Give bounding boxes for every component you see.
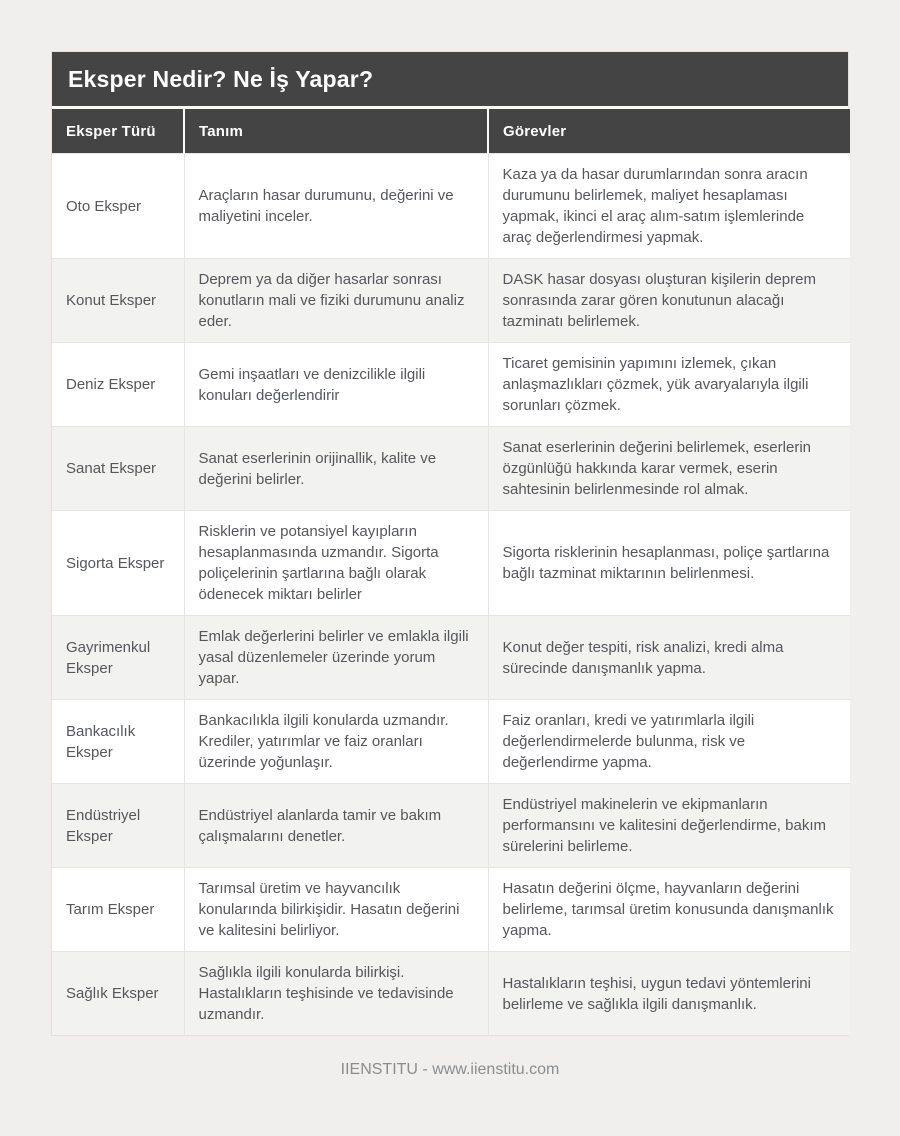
table-header-row	[52, 109, 850, 154]
duties-cell: Ticaret gemisinin yapımını izlemek, çıkan anlaşmazlıkları çözmek, yük avaryalarıyla ilgili sorunları çözmek.	[488, 343, 850, 427]
expert-type-cell: Oto Eksper	[52, 154, 184, 259]
expert-type-cell: Sanat Eksper	[52, 427, 184, 511]
duties-cell: DASK hasar dosyası oluşturan kişilerin deprem sonrasında zarar gören konutunun alacağı tazminatı belirlemek.	[488, 259, 850, 343]
definition-cell: Tarımsal üretim ve hayvancılık konularında bilirkişidir. Hasatın değerini ve kalitesini belirliyor.	[184, 868, 488, 952]
expert-type-cell: Konut Eksper	[52, 259, 184, 343]
col-header-definition: Tanım	[184, 109, 488, 154]
col-header-expert-type: Eksper Türü	[52, 109, 184, 154]
table-row	[52, 616, 850, 700]
duties-cell: Sigorta risklerinin hesaplanması, poliçe şartlarına bağlı tazminat miktarının belirlenmesi.	[488, 511, 850, 616]
expert-type-cell: Sigorta Eksper	[52, 511, 184, 616]
definition-cell: Araçların hasar durumunu, değerini ve maliyetini inceler.	[184, 154, 488, 259]
definition-cell: Emlak değerlerini belirler ve emlakla ilgili yasal düzenlemeler üzerinde yorum yapar.	[184, 616, 488, 700]
expert-type-cell: Tarım Eksper	[52, 868, 184, 952]
duties-cell: Sanat eserlerinin değerini belirlemek, eserlerin özgünlüğü hakkında karar vermek, eserin sahtesinin belirlenmesinde rol almak.	[488, 427, 850, 511]
table-row	[52, 427, 850, 511]
duties-cell: Endüstriyel makinelerin ve ekipmanların performansını ve kalitesini değerlendirme, bakım sürelerini belirleme.	[488, 784, 850, 868]
table-row	[52, 259, 850, 343]
definition-cell: Gemi inşaatları ve denizcilikle ilgili konuları değerlendirir	[184, 343, 488, 427]
expert-type-cell: Endüstriyel Eksper	[52, 784, 184, 868]
expert-type-cell: Bankacılık Eksper	[52, 700, 184, 784]
col-header-duties: Görevler	[488, 109, 850, 154]
table-row	[52, 700, 850, 784]
table-row	[52, 511, 850, 616]
table-row	[52, 154, 850, 259]
definition-cell: Sağlıkla ilgili konularda bilirkişi. Hastalıkların teşhisinde ve tedavisinde uzmandır.	[184, 952, 488, 1036]
expert-table-card	[51, 51, 849, 1036]
duties-cell: Faiz oranları, kredi ve yatırımlarla ilgili değerlendirmelerde bulunma, risk ve değerlendirme yapma.	[488, 700, 850, 784]
definition-cell: Sanat eserlerinin orijinallik, kalite ve değerini belirler.	[184, 427, 488, 511]
page-title: Eksper Nedir? Ne İş Yapar?	[52, 52, 848, 109]
expert-type-cell: Gayrimenkul Eksper	[52, 616, 184, 700]
table-row	[52, 343, 850, 427]
definition-cell: Deprem ya da diğer hasarlar sonrası konutların mali ve fiziki durumunu analiz eder.	[184, 259, 488, 343]
duties-cell: Hasatın değerini ölçme, hayvanların değerini belirleme, tarımsal üretim konusunda danışmanlık yapma.	[488, 868, 850, 952]
duties-cell: Kaza ya da hasar durumlarından sonra aracın durumunu belirlemek, maliyet hesaplaması yapmak, ikinci el araç alım-satım işlemlerinde araç değerlendirmesi yapmak.	[488, 154, 850, 259]
expert-type-cell: Deniz Eksper	[52, 343, 184, 427]
footer-credit: IIENSTITU - www.iienstitu.com	[340, 1061, 560, 1078]
definition-cell: Risklerin ve potansiyel kayıpların hesaplanmasında uzmandır. Sigorta poliçelerinin şartlarına bağlı olarak ödenecek miktarı belirler	[184, 511, 488, 616]
definition-cell: Endüstriyel alanlarda tamir ve bakım çalışmalarını denetler.	[184, 784, 488, 868]
table-row	[52, 952, 850, 1036]
table-row	[52, 784, 850, 868]
definition-cell: Bankacılıkla ilgili konularda uzmandır. Krediler, yatırımlar ve faiz oranları üzerinde yoğunlaşır.	[184, 700, 488, 784]
duties-cell: Hastalıkların teşhisi, uygun tedavi yöntemlerini belirleme ve sağlıkla ilgili danışmanlık.	[488, 952, 850, 1036]
expert-table	[52, 109, 850, 1035]
duties-cell: Konut değer tespiti, risk analizi, kredi alma sürecinde danışmanlık yapma.	[488, 616, 850, 700]
expert-type-cell: Sağlık Eksper	[52, 952, 184, 1036]
table-row	[52, 868, 850, 952]
